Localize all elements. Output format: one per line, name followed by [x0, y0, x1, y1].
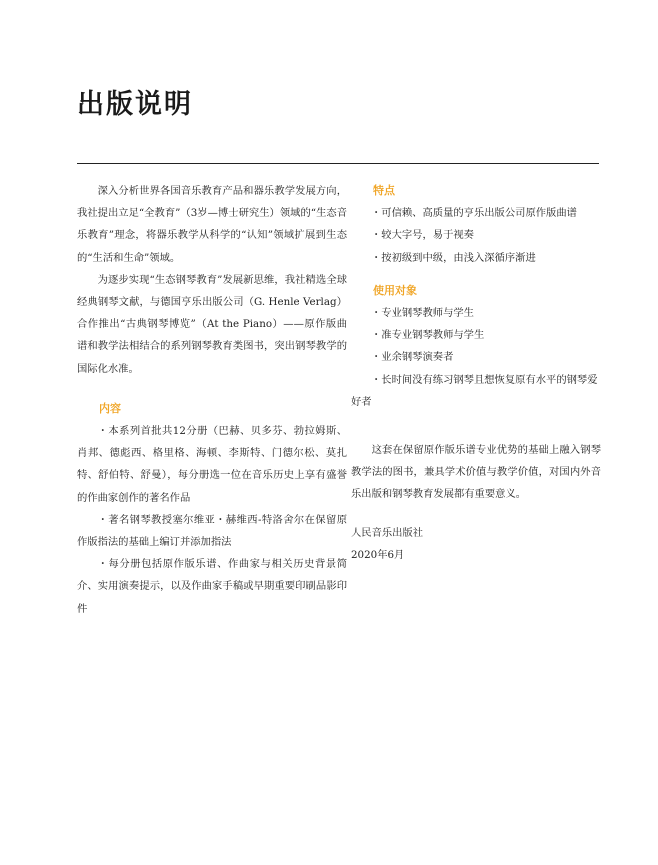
audience-list	[351, 302, 601, 413]
features-item-1: ・可信赖、高质量的亨乐出版公司原作版曲谱	[371, 207, 577, 220]
page-title: 出版说明	[77, 89, 193, 120]
spacer	[351, 506, 601, 522]
features-list	[351, 202, 601, 269]
right-column	[351, 180, 601, 566]
title-divider	[77, 163, 599, 164]
audience-item-2: ・准专业钢琴教师与学生	[371, 329, 485, 342]
closing-paragraph: 这套在保留原作版乐谱专业优势的基础上融入钢琴教学法的图书，兼具学术价值与教学价值，对国内外音乐出版和钢琴教育发展都有重要意义。	[351, 444, 601, 501]
publisher-name: 人民音乐出版社	[351, 526, 424, 539]
audience-item-4: ・长时间没有练习钢琴且想恢复原有水平的钢琴爱好者	[351, 373, 598, 408]
content-item-3: ・每分册包括原作版乐谱、作曲家与相关历史背景简介、实用演奏提示，以及作曲家手稿或早期重要印刷品影印件	[77, 558, 347, 615]
spacer	[351, 413, 601, 439]
intro-paragraph-2: 为逐步实现“生态钢琴教育”发展新思维，我社精选全球经典钢琴文献，与德国亨乐出版公司（G. Henle Verlag）合作推出“古典钢琴博览”（At the Piano）——原作版曲谱和教学法相结合的系列钢琴教育类图书，突出钢琴教学的国际化水准。	[77, 273, 347, 375]
spacer	[351, 269, 601, 280]
left-column	[77, 180, 347, 620]
features-item-3: ・按初级到中级，由浅入深循序渐进	[371, 251, 536, 264]
audience-item-1: ・专业钢琴教师与学生	[371, 307, 474, 320]
audience-heading: 使用对象	[373, 283, 417, 297]
publish-date: 2020年6月	[351, 548, 405, 561]
audience-item-3: ・业余钢琴演奏者	[371, 351, 454, 364]
content-item-1: ・本系列首批共12分册（巴赫、贝多芬、勃拉姆斯、肖邦、德彪西、格里格、海顿、李斯特、门德尔松、莫扎特、舒伯特、舒曼），每分册选一位在音乐历史上享有盛誉的作曲家创作的著名作品	[77, 425, 347, 504]
content-item-2: ・著名钢琴教授塞尔维亚・赫维西-特洛舍尔在保留原作版指法的基础上编订并添加指法	[77, 513, 347, 549]
intro-paragraph-1: 深入分析世界各国音乐教育产品和器乐教学发展方向，我社提出立足“全教育”（3岁—博士研究生）领域的“生态音乐教育”理念，将器乐教学从科学的“认知”领域扩展到生态的“生活和生命”领域。	[77, 185, 347, 264]
content-heading: 内容	[99, 401, 121, 415]
features-item-2: ・较大字号，易于视奏	[371, 229, 474, 242]
features-heading: 特点	[373, 184, 395, 197]
